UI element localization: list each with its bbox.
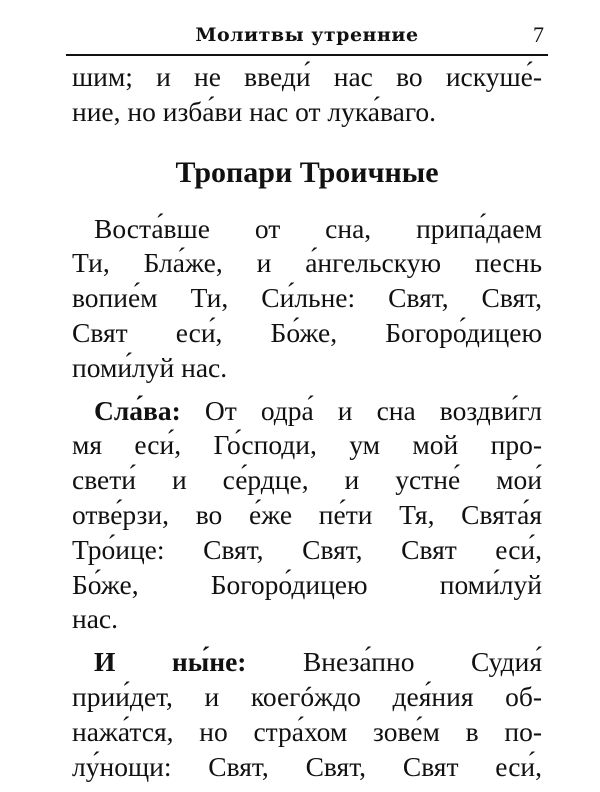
paragraph-lead: И ны́не: [94, 646, 247, 678]
text-line: нас. [72, 603, 119, 635]
text-line: свети́ и се́рдце, и устне́ мои́ [72, 464, 542, 496]
text-line: Бо́же, Богоро́дицею поми́луй [72, 568, 542, 600]
page-header [66, 20, 548, 52]
text-line: Воста́вше от сна, припа́даем [94, 212, 542, 244]
paragraph-text: Внеза́пно Судия́ [246, 646, 542, 678]
text-line: ние, но изба́ви нас от лука́ваго. [72, 95, 437, 127]
text-line: Ти, Бла́же, и а́нгельскую песнь [72, 247, 542, 279]
paragraph-lead: Сла́ва: [94, 394, 181, 426]
text-line: прии́дет, и коегóждо дея́ния об- [72, 680, 542, 712]
paragraph-text: От одра́ и сна воздви́гл [180, 394, 542, 426]
text-line: отве́рзи, во е́же пе́ти Тя, Свята́я [72, 498, 542, 530]
text-line: вопие́м Ти, Си́льне: Свят, Свят, [72, 282, 542, 314]
text-line: поми́луй нас. [72, 351, 228, 383]
body-text [72, 60, 542, 792]
section-title: Тропари Троичные [175, 155, 439, 189]
text-line: Тро́ице: Свят, Свят, Свят еси́, [72, 533, 542, 565]
text-line: мя еси́, Го́споди, ум мой про- [72, 429, 542, 461]
text-line [72, 394, 542, 429]
intro-paragraph [72, 60, 542, 130]
text-line [72, 645, 542, 680]
header-rule [66, 54, 548, 56]
text-line: лу́нощи: Свят, Свят, Свят еси́, [72, 750, 542, 782]
paragraph-3 [72, 645, 542, 784]
text-line: нажа́тся, но стра́хом зове́м в по- [72, 715, 542, 747]
page-number: 7 [533, 22, 544, 47]
paragraph-2 [72, 394, 542, 638]
text-line: шим; и не введи́ нас во искуше́- [72, 61, 542, 92]
running-title: Молитвы утренние [195, 24, 419, 46]
paragraph-1 [72, 212, 542, 386]
text-line: Свят еси́, Бо́же, Богоро́дицею [72, 316, 542, 348]
